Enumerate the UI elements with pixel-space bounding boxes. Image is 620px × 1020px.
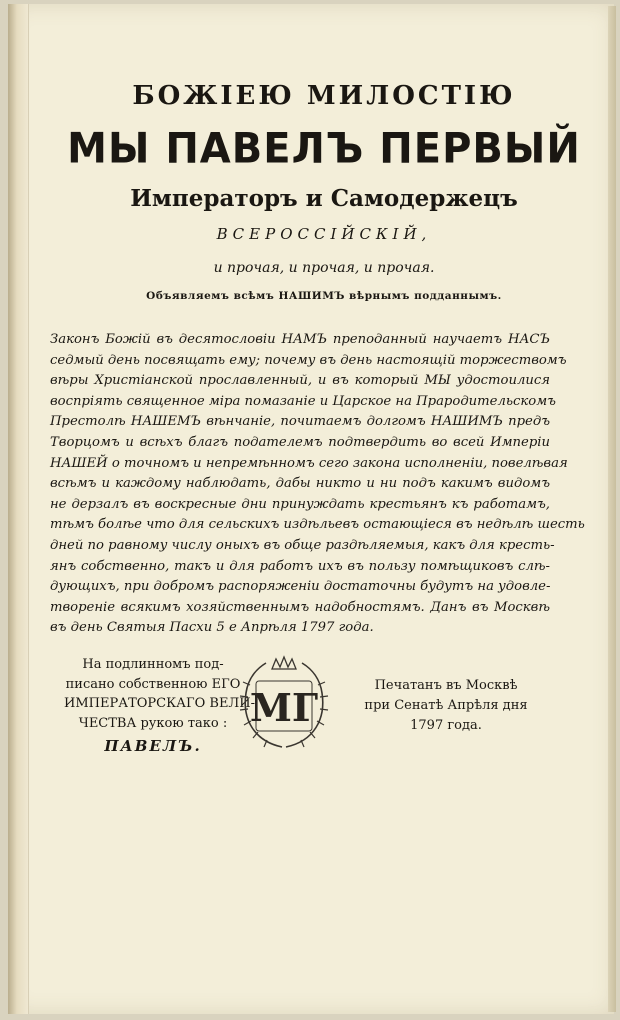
- decree-line: янъ собственно, такъ и для работъ ихъ въ пользу помѣщиковъ слѣ-: [50, 558, 550, 574]
- signer-name: ПАВЕЛЪ.: [104, 737, 202, 755]
- decree-line: НАШЕЙ о точномъ и непремѣнномъ сего закона исполненіи, повелѣвая: [50, 455, 568, 471]
- printing-note-line: при Сенатѣ Апрѣля дня: [364, 698, 528, 713]
- decree-line: Престолѣ НАШЕМЪ вѣнчаніе, почитаемъ долгомъ НАШИМЪ предъ: [50, 414, 550, 430]
- original-signature-note: [64, 655, 256, 757]
- heading-title: Императоръ и Самодержецъ: [130, 185, 518, 212]
- binding-edge: [8, 4, 29, 1014]
- decree-line: дующихъ, при добромъ распоряженіи достаточны будутъ на удовле-: [50, 579, 551, 595]
- decree-text: [50, 330, 585, 639]
- crown-shape: [272, 657, 296, 669]
- decree-line: всѣмъ и каждому наблюдать, дабы никто и ни подъ какимъ видомъ: [50, 476, 550, 492]
- decree-line: въ день Святыя Пасхи 5 е Апрѣля 1797 года.: [50, 620, 374, 636]
- decree-line: дней по равному числу оныхъ въ обще раздѣляемыя, какъ для кресть-: [50, 537, 555, 553]
- decree-line: Законъ Божій въ десятословіи НАМЪ преподанный научаетъ НАСЪ: [50, 332, 550, 347]
- printing-note: [351, 676, 541, 736]
- heading-announcement: Объявляемъ всѣмъ НАШИМЪ вѣрнымъ подданнымъ.: [146, 290, 502, 302]
- heading-by-grace: БОЖІЕЮ МИЛОСТІЮ: [132, 81, 516, 111]
- printing-note-line: Печатанъ въ Москвѣ: [374, 678, 518, 693]
- signature-note-line: ИМПЕРАТОРСКАГО ВЕЛИ-: [64, 696, 256, 711]
- signature-note-line: На подлинномъ под-: [82, 657, 224, 672]
- document-page: [8, 4, 614, 1014]
- heading-emperor-name: МЫ ПАВЕЛЪ ПЕРВЫЙ: [67, 124, 581, 174]
- decree-line: Творцомъ и всѣхъ благъ подателемъ подтвердить во всей Имперіи: [50, 434, 550, 450]
- decree-line: вѣры Христіанской прославленный, и въ который МЫ удостоилися: [50, 373, 550, 389]
- decree-line: воспріять священное міра помазаніе и Царское на Прародительскомъ: [50, 393, 556, 409]
- heading-etc: и прочая, и прочая, и прочая.: [213, 260, 435, 276]
- decree-line: не дерзалъ въ воскресные дни принуждать крестьянъ къ работамъ,: [50, 496, 550, 512]
- seal-monogram: МГ: [249, 685, 319, 730]
- signature-note-line: писано собственною ЕГО: [65, 676, 241, 692]
- decree-line: седмый день посвящать ему; почему въ день настоящій торжествомъ: [50, 352, 567, 368]
- signature-note-line: ЧЕСТВА рукою тако :: [78, 715, 228, 731]
- heading-all-russian: ВСЕРОССІЙСКІЙ,: [216, 225, 432, 243]
- decree-line: твореніе всякимъ хозяйственнымъ надобностямъ. Данъ въ Москвѣ: [50, 599, 550, 615]
- printers-seal-emblem: [236, 655, 332, 755]
- printing-note-line: 1797 года.: [410, 718, 482, 733]
- page-fold-edge: [608, 6, 616, 1012]
- decree-line: тѣмъ болѣе что для сельскихъ издѣльевъ остающіеся въ недѣлѣ шесть: [50, 517, 585, 533]
